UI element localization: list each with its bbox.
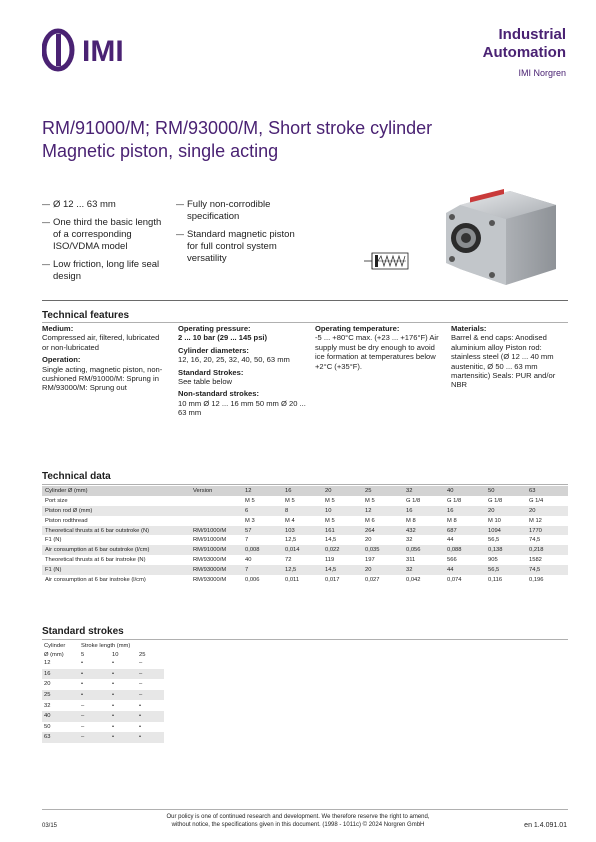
table-cell: 0,022 [322,545,362,555]
table-cell: 7 [245,537,249,544]
feature-value: See table below [178,377,233,387]
feature-value: Barrel & end caps: Anodised aluminium alloy Piston rod: stainless steel (Ø 12 ... 40 mm austenitic, Ø 50 ... 63 mm martensitic) Seals: PUR and/or NBR [451,333,556,390]
table-cell: RM/91000/M [190,526,242,536]
table-cell: 1094 [485,526,526,536]
table-cell: 197 [365,557,375,564]
table-cell: 16 [444,506,485,516]
table-row [42,575,568,585]
table-cell: • [79,669,110,680]
table-cell: 14,5 [322,565,362,575]
feature-value: 2 ... 10 bar (29 ... 145 psi) [178,333,268,343]
table-cell: RM/93000/M [190,565,242,575]
divider [42,809,568,810]
table-row [42,722,164,733]
table-header-row [42,486,568,496]
table-cell: 0,042 [406,576,421,583]
tech-features-heading: Technical features [42,310,130,321]
table-cell: • [110,669,137,680]
table-cell: G 1/4 [529,497,544,504]
table-row [42,711,164,722]
footer-doc-number: en 1.4.091.01 [524,822,567,829]
table-cell: 0,035 [362,545,403,555]
table-cell: M 8 [447,517,457,524]
table-cell: 161 [322,526,362,536]
table-cell: G 1/8 [406,497,421,504]
feature-item: — Fully non-corrodible specification [176,199,304,223]
table-cell: 16 [42,669,79,680]
tech-features-col3 [315,324,443,374]
table-cell: Air consumption at 6 bar instroke (l/cm) [45,576,146,583]
feature-label: Medium: [42,324,74,333]
table-cell: 20 [485,506,526,516]
table-cell: G 1/8 [447,497,462,504]
table-cell: 0,138 [485,545,526,555]
table-cell: • [81,681,84,688]
table-cell: 264 [362,526,403,536]
table-cell: 10 [322,506,362,516]
table-cell: • [137,711,164,722]
table-cell: • [110,690,137,701]
table-cell: 687 [444,526,485,536]
feature-item: — Standard magnetic piston for full control system versatility [176,229,304,265]
feature-value: Compressed air, filtered, lubricated or non-lubricated [42,333,160,352]
page-title: RM/91000/M; RM/93000/M, Short stroke cylinder [42,118,433,138]
table-cell: 432 [403,526,444,536]
tech-features-col4 [451,324,571,393]
table-cell: M 8 [406,517,416,524]
table-cell: Air consumption at 6 bar outstroke (l/cm) [42,545,190,555]
table-row [42,535,568,545]
table-cell: 44 [444,565,485,575]
table-cell: F1 (N) [42,565,190,575]
column-header: Cylinder Ø (mm) [42,486,190,496]
table-cell: – [81,702,85,709]
table-row [42,506,568,516]
column-header: 40 [444,486,485,496]
table-cell: 14,5 [325,537,337,544]
footer-date: 03/15 [42,823,58,829]
column-header: 63 [526,486,568,496]
feature-item: — Ø 12 ... 63 mm [42,199,162,211]
feature-label: Non-standard strokes: [178,389,260,399]
table-cell: 50 [44,723,51,730]
table-cell: 20 [44,681,51,688]
table-cell: RM/93000/M [193,576,227,583]
tech-data-table [42,486,568,585]
table-cell: 1582 [529,557,542,564]
table-cell: 20 [365,537,372,544]
feature-label: Cylinder diameters: [178,345,249,355]
table-cell: 40 [245,557,252,564]
table-cell: – [139,681,143,688]
table-cell: RM/91000/M [190,545,242,555]
table-cell: Theoretical thrusts at 6 bar instroke (N) [45,557,146,564]
strokes-heading: Standard strokes [42,626,124,637]
table-cell: 16 [403,506,444,516]
feature-item: — One third the basic length of a corresponding ISO/VDMA model [42,217,162,253]
table-cell: • [139,702,142,709]
table-cell: M 10 [488,517,501,524]
feature-label: Standard Strokes: [178,367,244,377]
table-cell: M 3 [245,517,255,524]
table-header-row [42,640,164,649]
table-cell: 0,088 [444,545,485,555]
table-cell: • [110,711,137,722]
table-cell: RM/93000/M [193,557,227,564]
table-cell: 57 [242,526,282,536]
table-cell: – [81,723,85,730]
table-cell: M 5 [245,497,255,504]
column-header: 50 [485,486,526,496]
table-cell: M 5 [285,497,295,504]
cylinder-symbol-icon [362,243,412,277]
logo-text: IMI [82,35,124,68]
brand-subtitle: IMI Norgren [518,68,566,78]
brand-title [483,26,566,62]
table-cell: • [112,660,115,667]
table-row [42,496,568,506]
table-cell: F1 (N) [45,537,62,544]
table-cell: • [79,690,110,701]
table-cell: 12,5 [285,537,297,544]
table-row [42,700,164,711]
table-cell: M 5 [365,497,375,504]
table-row [42,565,568,575]
table-cell [190,506,242,516]
table-row [42,732,164,743]
table-cell: 566 [447,557,457,564]
feature-label: Operating pressure: [178,324,251,333]
feature-value: 10 mm Ø 12 ... 16 mm 50 mm Ø 20 ... 63 mm [178,398,306,418]
column-header: 12 [242,486,282,496]
table-row [42,555,568,565]
table-cell: G 1/8 [488,497,503,504]
table-cell: Piston rodthread [45,517,88,524]
table-cell: M 5 [325,497,335,504]
table-cell: Port size [45,497,68,504]
table-cell: Theoretical thrusts at 6 bar outstroke (N) [42,526,190,536]
table-cell: 74,5 [529,537,541,544]
table-cell: • [110,732,137,743]
table-cell: M 6 [365,517,375,524]
divider [42,300,568,301]
column-header: 32 [403,486,444,496]
column-header: 10 [110,649,137,658]
table-cell: 8 [282,506,322,516]
table-cell: – [79,711,110,722]
table-cell: 0,196 [529,576,544,583]
table-cell [190,496,242,506]
table-cell: • [81,660,84,667]
table-cell: 56,5 [488,537,500,544]
page-subtitle: Magnetic piston, single acting [42,141,279,161]
table-cell: M 12 [529,517,542,524]
table-cell: 63 [42,732,79,743]
table-cell: RM/91000/M [193,537,227,544]
feature-list-left [42,199,162,289]
table-cell: • [112,681,115,688]
table-cell: 119 [325,557,335,564]
table-cell: 32 [44,702,51,709]
table-cell: 44 [447,537,454,544]
table-row [42,669,164,680]
table-cell: 25 [42,690,79,701]
table-cell: • [139,723,142,730]
table-cell: 1770 [526,526,568,536]
table-cell: 0,116 [488,576,503,583]
divider [42,484,568,485]
table-row [42,690,164,701]
cylinder-product-image [440,183,562,293]
table-row [42,526,568,536]
table-row [42,545,568,555]
table-cell: 56,5 [485,565,526,575]
table-cell: 12 [362,506,403,516]
brand-title-line2: Automation [482,44,566,61]
table-cell: 0,056 [403,545,444,555]
table-cell: • [137,732,164,743]
column-header: Ø (mm) [42,649,79,658]
table-header-row [42,649,164,658]
table-cell: Piston rod Ø (mm) [42,506,190,516]
footer-line: without notice, the specifications given in this document. (1998 - 1011c) © 2024 Norgren GmbH [171,821,425,828]
table-cell: – [79,732,110,743]
table-cell: 103 [282,526,322,536]
table-cell: • [112,723,115,730]
feature-list-right [176,199,304,271]
column-header: Stroke length (mm) [79,640,164,649]
column-header: Cylinder [42,640,79,649]
footer-line: Our policy is one of continued research and development. We therefore reserve the right to amend, [166,814,430,820]
table-cell [190,516,242,526]
column-header: Version [190,486,242,496]
table-cell: – [137,690,164,701]
table-row [42,516,568,526]
table-cell: 0,008 [242,545,282,555]
table-row [42,679,164,690]
feature-label: Materials: [451,324,487,333]
column-header: 25 [137,649,164,658]
tech-features-col1 [42,324,168,396]
table-cell: 0,027 [365,576,380,583]
table-cell: – [137,669,164,680]
column-header: 25 [362,486,403,496]
feature-label: Operating temperature: [315,324,400,333]
table-cell: 0,006 [245,576,260,583]
column-header: 5 [79,649,110,658]
table-cell: 20 [526,506,568,516]
footer-disclaimer [150,814,446,829]
column-header: 20 [322,486,362,496]
tech-features-col2 [178,324,306,421]
table-cell: 12,5 [282,565,322,575]
table-cell: M 5 [325,517,335,524]
table-cell: 0,011 [285,576,300,583]
table-cell: 74,5 [526,565,568,575]
table-cell: 6 [242,506,282,516]
divider [42,322,568,323]
feature-item: — Low friction, long life seal design [42,259,162,283]
column-header: 16 [282,486,322,496]
table-cell: 7 [242,565,282,575]
brand-title-line1: Industrial [498,26,566,43]
table-cell: 0,074 [447,576,462,583]
table-cell: 20 [362,565,403,575]
table-cell: 72 [285,557,292,564]
tech-data-heading: Technical data [42,471,111,482]
table-cell: 0,218 [526,545,568,555]
feature-value: 12, 16, 20, 25, 32, 40, 50, 63 mm [178,355,290,365]
table-cell: 32 [403,565,444,575]
table-cell: M 4 [285,517,295,524]
table-cell: 32 [406,537,413,544]
table-row [42,658,164,669]
table-cell: 0,014 [282,545,322,555]
table-cell: 40 [42,711,79,722]
table-cell: 0,017 [325,576,340,583]
table-cell: 905 [488,557,498,564]
feature-label: Operation: [42,355,81,365]
table-cell: 12 [44,660,51,667]
feature-value: -5 ... +80°C max. (+23 ... +176°F) Air supply must be dry enough to avoid ice formation at temperatures below +2°C (+35°F). [315,333,439,371]
feature-value: Single acting, magnetic piston, non-cushioned RM/91000/M: Sprung in RM/93000/M: Sprung out [42,364,163,393]
table-cell: – [139,660,143,667]
imi-logo [42,28,142,72]
strokes-table [42,640,164,743]
table-cell: 311 [406,557,416,564]
table-cell: • [112,702,115,709]
